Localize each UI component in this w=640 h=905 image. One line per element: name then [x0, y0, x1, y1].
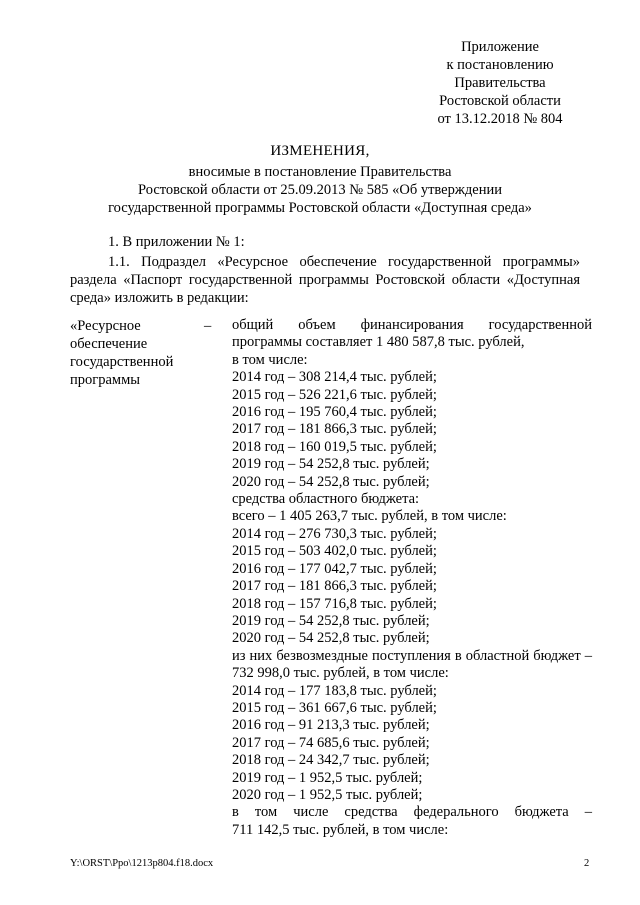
total-years-list — [232, 369, 592, 491]
year-amount-line: 2019 год – 54 252,8 тыс. рублей; — [232, 456, 430, 473]
year-amount-line: 2019 год – 1 952,5 тыс. рублей; — [232, 769, 423, 786]
label-line: государственной — [70, 354, 174, 370]
regional-years-list — [232, 526, 592, 648]
year-amount-line: 2018 год – 157 716,8 тыс. рублей; — [232, 595, 437, 612]
year-amount-line: 2020 год – 1 952,5 тыс. рублей; — [232, 786, 423, 803]
grants-years-list — [232, 683, 592, 805]
label-line: обеспечение — [70, 336, 148, 352]
footer-file-path: Y:\ORST\Ppo\1213p804.f18.docx — [70, 858, 214, 869]
year-amount-line: 2018 год – 160 019,5 тыс. рублей; — [232, 438, 437, 455]
year-amount-line: 2015 год – 361 667,6 тыс. рублей; — [232, 699, 437, 716]
regional-total: всего – 1 405 263,7 тыс. рублей, в том числе: — [232, 508, 507, 525]
approval-line: Приложение — [461, 39, 539, 55]
document-heading — [60, 142, 580, 217]
label-dash: – — [204, 318, 212, 334]
label-line: «Ресурсное — [70, 318, 141, 334]
year-amount-line: 2014 год – 308 214,4 тыс. рублей; — [232, 369, 437, 386]
body-text — [70, 233, 580, 307]
federal-intro: в том числе средства федерального бюджета – — [232, 804, 592, 821]
heading-line: вносимые в постановление Правительства — [188, 164, 452, 180]
approval-stamp — [420, 38, 580, 128]
footer-page-number: 2 — [584, 858, 590, 869]
year-amount-line: 2017 год – 181 866,3 тыс. рублей; — [232, 578, 437, 595]
grants-intro: из них безвозмездные поступления в областной бюджет – 732 998,0 тыс. рублей, в том числе: — [232, 647, 592, 682]
regional-heading: средства областного бюджета: — [232, 491, 420, 508]
paragraph: 1. В приложении № 1: — [108, 234, 245, 250]
approval-line: к постановлению — [446, 57, 554, 73]
heading-line: государственной программы Ростовской области «Доступная среда» — [108, 200, 532, 216]
federal-tail: 711 142,5 тыс. рублей, в том числе: — [232, 821, 449, 838]
year-amount-line: 2017 год – 181 866,3 тыс. рублей; — [232, 421, 437, 438]
year-amount-line: 2015 год – 526 221,6 тыс. рублей; — [232, 386, 437, 403]
approval-line: Ростовской области — [439, 93, 561, 109]
heading-title: ИЗМЕНЕНИЯ, — [270, 143, 370, 159]
passport-label — [70, 317, 230, 389]
year-amount-line: 2017 год – 74 685,6 тыс. рублей; — [232, 734, 430, 751]
year-amount-line: 2014 год – 276 730,3 тыс. рублей; — [232, 525, 437, 542]
approval-line: Правительства — [454, 75, 546, 91]
approval-line: от 13.12.2018 № 804 — [437, 111, 563, 127]
year-amount-line: 2019 год – 54 252,8 тыс. рублей; — [232, 612, 430, 629]
year-amount-line: 2018 год – 24 342,7 тыс. рублей; — [232, 752, 430, 769]
year-amount-line: 2020 год – 54 252,8 тыс. рублей; — [232, 630, 430, 647]
funding-intro-tail: в том числе: — [232, 351, 308, 368]
year-amount-line: 2020 год – 54 252,8 тыс. рублей; — [232, 473, 430, 490]
label-line: программы — [70, 372, 140, 388]
heading-line: Ростовской области от 25.09.2013 № 585 «Об утверждении — [138, 182, 502, 198]
paragraph: 1.1. Подраздел «Ресурсное обеспечение государственной программы» раздела «Паспорт государственной программы Ростовской области «Доступная среда» изложить в редакции: — [70, 254, 580, 306]
year-amount-line: 2014 год – 177 183,8 тыс. рублей; — [232, 682, 437, 699]
year-amount-line: 2015 год – 503 402,0 тыс. рублей; — [232, 543, 437, 560]
funding-intro: общий объем финансирования государственной программы составляет 1 480 587,8 тыс. рублей, — [232, 317, 592, 351]
year-amount-line: 2016 год – 195 760,4 тыс. рублей; — [232, 404, 437, 421]
year-amount-line: 2016 год – 177 042,7 тыс. рублей; — [232, 560, 437, 577]
year-amount-line: 2016 год – 91 213,3 тыс. рублей; — [232, 717, 430, 734]
passport-content — [232, 317, 592, 839]
